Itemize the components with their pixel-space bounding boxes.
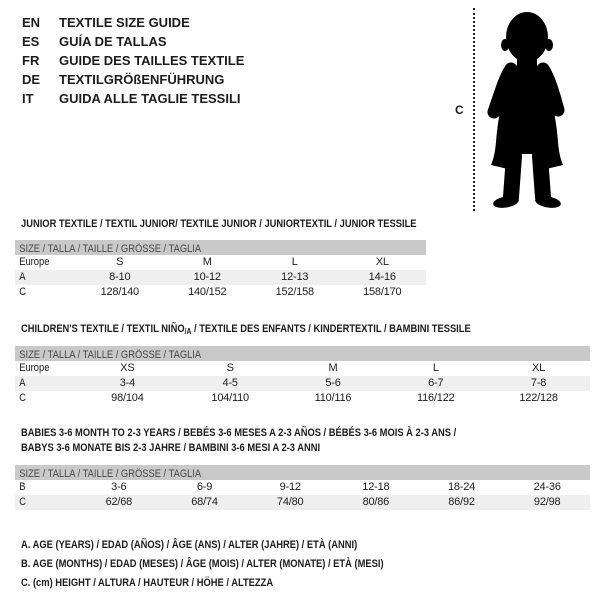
row-label: Europe [19, 256, 50, 268]
size-cell: 14-16 [368, 271, 396, 283]
row-label: C [19, 286, 27, 298]
table-row [15, 376, 590, 391]
language-row [22, 32, 244, 51]
size-cell: 80/86 [362, 496, 390, 508]
row-label: Europe [19, 362, 50, 374]
language-code: IT [22, 91, 34, 106]
size-cell: XL [375, 256, 389, 268]
size-cell: XL [532, 362, 546, 374]
language-label: TEXTILGRÖßENFÜHRUNG [59, 72, 225, 87]
size-cell: 158/170 [363, 286, 402, 298]
size-cell: 4-5 [222, 377, 238, 389]
size-cell: XS [120, 362, 135, 374]
table-header-label: SIZE / TALLA / TAILLE / GRÖSSE / TAGLIA [19, 243, 202, 255]
legend-line-a: A. AGE (YEARS) / EDAD (AÑOS) / ÂGE (ANS) / ALTER (JAHRE) / ETÀ (ANNI) [21, 539, 358, 551]
size-cell: 152/158 [275, 286, 314, 298]
table-row [15, 361, 590, 376]
table-row [15, 480, 590, 495]
language-label: TEXTILE SIZE GUIDE [59, 15, 190, 30]
size-cell: 10-12 [193, 271, 221, 283]
language-code: ES [22, 34, 40, 49]
size-cell: 3-4 [119, 377, 136, 389]
language-code: FR [22, 53, 40, 68]
size-cell: 6-7 [428, 377, 444, 389]
section-title-text: CHILDREN'S TEXTILE / TEXTIL NIÑO [21, 323, 185, 335]
measurement-legend [21, 536, 448, 593]
section-title [21, 426, 456, 456]
junior-size-table [15, 240, 426, 300]
size-cell: 140/152 [188, 286, 227, 298]
table-header [15, 346, 590, 361]
table-row [15, 255, 426, 270]
language-label: GUIDA ALLE TAGLIE TESSILI [59, 91, 241, 106]
row-label: C [19, 392, 27, 404]
size-cell: 9-12 [279, 481, 301, 493]
section-title-text: /A [184, 327, 192, 336]
section-title-text: BABYS 3-6 MONATE BIS 2-3 JAHRE / BAMBINI 3-6 MESI A 2-3 ANNI [21, 442, 321, 454]
size-cell: 12-13 [281, 271, 309, 283]
size-cell: 98/104 [111, 392, 144, 404]
row-label: A [19, 271, 26, 283]
size-cell: 110/116 [314, 392, 352, 404]
size-cell: 6-9 [196, 481, 213, 493]
size-cell: L [432, 362, 439, 374]
row-label: A [19, 377, 26, 389]
section-title [21, 217, 417, 232]
language-code: EN [22, 15, 41, 30]
size-cell: 74/80 [276, 496, 304, 508]
size-cell: 12-18 [362, 481, 390, 493]
table-header [15, 465, 590, 480]
size-cell: 8-10 [109, 271, 131, 283]
size-cell: 122/128 [519, 392, 558, 404]
language-label: GUIDE DES TAILLES TEXTILE [59, 53, 245, 68]
size-cell: 86/92 [448, 496, 475, 508]
size-cell: M [328, 362, 338, 374]
section-title-text: / TEXTILE DES ENFANTS / KINDERTEXTIL / BAMBINI TESSILE [191, 323, 471, 335]
baby-silhouette-icon [480, 6, 595, 211]
row-label: B [19, 481, 26, 493]
size-cell: 3-6 [111, 481, 127, 493]
language-row [22, 51, 244, 70]
size-cell: M [202, 256, 212, 268]
row-label: C [19, 496, 27, 508]
language-row [22, 70, 244, 89]
legend-line-b: B. AGE (MONTHS) / EDAD (MESES) / ÂGE (MOIS) / ALTER (MONATE) / ETÀ (MESI) [21, 558, 384, 570]
size-cell: 92/98 [533, 496, 561, 508]
table-header-label: SIZE / TALLA / TAILLE / GRÖSSE / TAGLIA [19, 349, 202, 361]
size-cell: 116/122 [417, 392, 455, 404]
language-label: GUÍA DE TALLAS [59, 34, 167, 49]
size-cell: 7-8 [530, 377, 547, 389]
table-row [15, 391, 590, 406]
measure-label-c: C [455, 103, 464, 117]
size-cell: 5-6 [325, 377, 341, 389]
height-measure-dotted-line [473, 8, 475, 211]
children-size-table [15, 346, 590, 406]
language-row [22, 13, 244, 32]
language-list [22, 13, 244, 108]
size-cell: S [116, 256, 124, 268]
size-cell: 24-36 [533, 481, 561, 493]
language-row [22, 89, 244, 108]
table-row [15, 270, 426, 285]
section-title-text: BABIES 3-6 MONTH TO 2-3 YEARS / BEBÉS 3-6 MESES A 2-3 AÑOS / BÉBÉS 3-6 MOIS À 2-3 ANS / [21, 427, 457, 439]
section-title-text: JUNIOR TEXTILE / TEXTIL JUNIOR/ TEXTILE JUNIOR / JUNIORTEXTIL / JUNIOR TESSILE [21, 218, 417, 230]
size-cell: 62/68 [105, 496, 133, 508]
size-cell: 18-24 [447, 481, 476, 493]
language-code: DE [22, 72, 41, 87]
table-row [15, 285, 426, 300]
table-header [15, 240, 426, 255]
table-header-label: SIZE / TALLA / TAILLE / GRÖSSE / TAGLIA [19, 468, 202, 480]
size-cell: 104/110 [211, 392, 249, 404]
size-cell: 68/74 [191, 496, 218, 508]
legend-line-c: C. (cm) HEIGHT / ALTURA / HAUTEUR / HÖHE / ALTEZZA [21, 577, 274, 589]
table-row [15, 495, 590, 510]
babies-size-table [15, 465, 590, 510]
size-cell: L [291, 256, 298, 268]
size-cell: 128/140 [100, 286, 139, 298]
section-title [21, 322, 471, 339]
size-cell: S [226, 362, 234, 374]
